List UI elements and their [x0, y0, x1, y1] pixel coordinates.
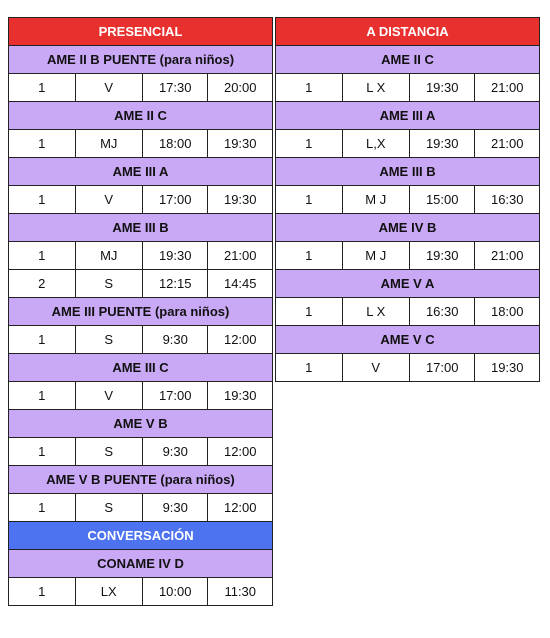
- end-time-cell: 21:00: [207, 242, 272, 269]
- schedule-row: [8, 129, 273, 158]
- days-cell: LX: [75, 578, 142, 605]
- start-time-cell: 17:30: [142, 74, 208, 101]
- end-time-cell: 12:00: [207, 438, 272, 465]
- course-title-ame-v-c: AME V C: [275, 325, 540, 354]
- days-cell: S: [75, 326, 142, 353]
- end-time-cell: 21:00: [474, 130, 539, 157]
- schedule-row: [8, 325, 273, 354]
- group-cell: 1: [305, 192, 313, 207]
- group-cell: 1: [38, 136, 46, 151]
- days-cell: S: [75, 438, 142, 465]
- days-cell: M J: [342, 242, 409, 269]
- group-cell: 1: [305, 136, 313, 151]
- start-time-cell: 17:00: [142, 382, 208, 409]
- group-cell: 1: [305, 304, 313, 319]
- end-time-cell: 21:00: [474, 242, 539, 269]
- distancia-column: [275, 17, 540, 382]
- days-cell: S: [75, 494, 142, 521]
- schedule-row: [8, 493, 273, 522]
- days-cell: MJ: [75, 130, 142, 157]
- start-time-cell: 9:30: [142, 438, 208, 465]
- course-title-ame-v-a: AME V A: [275, 269, 540, 298]
- group-cell: 1: [38, 500, 46, 515]
- schedule-row: [8, 269, 273, 298]
- start-time-cell: 19:30: [142, 242, 208, 269]
- start-time-cell: 9:30: [142, 326, 208, 353]
- presencial-header: PRESENCIAL: [8, 17, 273, 46]
- start-time-cell: 19:30: [409, 74, 475, 101]
- schedule-row: [8, 73, 273, 102]
- days-cell: L,X: [342, 130, 409, 157]
- schedule-row: [275, 353, 540, 382]
- schedule-row: [8, 241, 273, 270]
- start-time-cell: 17:00: [409, 354, 475, 381]
- end-time-cell: 19:30: [207, 186, 272, 213]
- schedule-row: [275, 129, 540, 158]
- conversacion-header: CONVERSACIÓN: [8, 521, 273, 550]
- group-cell: 1: [38, 80, 46, 95]
- start-time-cell: 9:30: [142, 494, 208, 521]
- end-time-cell: 19:30: [474, 354, 539, 381]
- start-time-cell: 12:15: [142, 270, 208, 297]
- start-time-cell: 17:00: [142, 186, 208, 213]
- schedule-row: [8, 185, 273, 214]
- course-title-ame-iii-a: AME III A: [8, 157, 273, 186]
- start-time-cell: 18:00: [142, 130, 208, 157]
- days-cell: S: [75, 270, 142, 297]
- days-cell: V: [75, 186, 142, 213]
- schedule-row: [8, 381, 273, 410]
- course-title-ame-v-b: AME V B: [8, 409, 273, 438]
- end-time-cell: 18:00: [474, 298, 539, 325]
- end-time-cell: 12:00: [207, 326, 272, 353]
- course-title-ame-iii-b: AME III B: [275, 157, 540, 186]
- course-title-ame-iii-a: AME III A: [275, 101, 540, 130]
- course-title-ame-ii-c: AME II C: [8, 101, 273, 130]
- schedule-row: [275, 297, 540, 326]
- start-time-cell: 15:00: [409, 186, 475, 213]
- group-cell: 1: [38, 332, 46, 347]
- end-time-cell: 14:45: [207, 270, 272, 297]
- end-time-cell: 16:30: [474, 186, 539, 213]
- end-time-cell: 19:30: [207, 130, 272, 157]
- days-cell: L X: [342, 74, 409, 101]
- course-title-ame-iii-b: AME III B: [8, 213, 273, 242]
- schedule-row: [275, 73, 540, 102]
- start-time-cell: 19:30: [409, 130, 475, 157]
- schedule-row: [275, 185, 540, 214]
- days-cell: V: [342, 354, 409, 381]
- course-title-ame-ii-b-puente-para-ninos: AME II B PUENTE (para niños): [8, 45, 273, 74]
- course-title-ame-v-b-puente-para-ninos: AME V B PUENTE (para niños): [8, 465, 273, 494]
- start-time-cell: 10:00: [142, 578, 208, 605]
- group-cell: 1: [305, 80, 313, 95]
- group-cell: 1: [38, 584, 46, 599]
- course-title-ame-ii-c: AME II C: [275, 45, 540, 74]
- group-cell: 1: [38, 248, 46, 263]
- schedule-row: [8, 577, 273, 606]
- course-title-ame-iv-b: AME IV B: [275, 213, 540, 242]
- distancia-header: A DISTANCIA: [275, 17, 540, 46]
- group-cell: 1: [38, 444, 46, 459]
- days-cell: MJ: [75, 242, 142, 269]
- course-title-ame-iii-c: AME III C: [8, 353, 273, 382]
- days-cell: M J: [342, 186, 409, 213]
- group-cell: 1: [38, 388, 46, 403]
- group-cell: 1: [305, 360, 313, 375]
- end-time-cell: 20:00: [207, 74, 272, 101]
- end-time-cell: 19:30: [207, 382, 272, 409]
- start-time-cell: 19:30: [409, 242, 475, 269]
- schedule-row: [275, 241, 540, 270]
- start-time-cell: 16:30: [409, 298, 475, 325]
- end-time-cell: 21:00: [474, 74, 539, 101]
- schedule-row: [8, 437, 273, 466]
- group-cell: 2: [38, 276, 46, 291]
- end-time-cell: 12:00: [207, 494, 272, 521]
- group-cell: 1: [38, 192, 46, 207]
- presencial-column: [8, 17, 273, 606]
- course-title-ame-iii-puente-para-ninos: AME III PUENTE (para niños): [8, 297, 273, 326]
- group-cell: 1: [305, 248, 313, 263]
- end-time-cell: 11:30: [207, 578, 272, 605]
- days-cell: V: [75, 382, 142, 409]
- course-title-coname-iv-d: CONAME IV D: [8, 549, 273, 578]
- days-cell: L X: [342, 298, 409, 325]
- days-cell: V: [75, 74, 142, 101]
